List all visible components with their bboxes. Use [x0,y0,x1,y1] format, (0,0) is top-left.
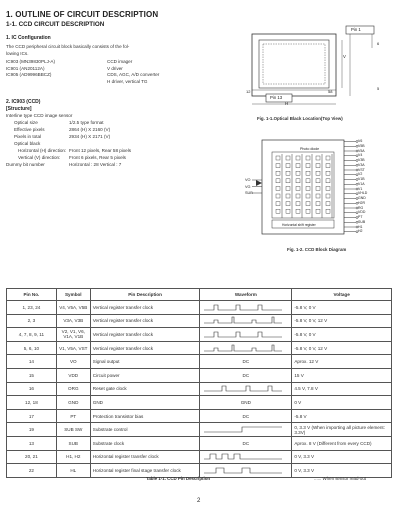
pin-label: V6 [358,139,363,143]
cell-voltage: 0 V [292,396,392,410]
waveform-graphic [202,330,284,339]
cell-voltage: -5.8 V, 0 V [292,301,392,315]
cell-waveform [200,382,292,396]
cell-pin: 4, 7, 8, 9, 11 [7,328,57,342]
cell-voltage: Aprox. 12 V [292,355,392,369]
fig1-5-label: 5 [377,86,380,91]
cell-voltage: 0 V, 3.3 V [292,464,392,478]
photo-diode-cell [326,156,330,160]
waveform-graphic [202,384,284,393]
cell-symbol: SUB [56,436,90,450]
photo-diode-cell [276,156,280,160]
cell-voltage: 15 V [292,368,392,382]
table-note: ...... When sensor read-out [314,476,366,481]
col-header-waveform: Waveform [200,289,292,301]
pin-label: V1A [358,181,365,186]
pin-label: H2 [358,229,363,234]
photo-diode-cell [286,179,290,183]
photo-diode-cell [316,156,320,160]
optical-black-diagram [240,24,390,112]
cell-pin: 17 [7,409,57,423]
fig1-6-label: 6 [377,41,380,46]
waveform-graphic [202,425,284,434]
fig1-pin1-label: Pin 1 [351,27,361,32]
cell-symbol: SUB SW [56,423,90,437]
photo-diode-cell [326,171,330,175]
cell-waveform [200,341,292,355]
photo-diode-cell [296,209,300,213]
ic903-subheading: [Structure] [6,106,32,112]
cell-description: Circuit power [90,368,200,382]
photo-diode-cell [276,209,280,213]
cell-description: Signal output [90,355,200,369]
photo-diode-cell [306,202,310,206]
cell-description: Protection transistor bias [90,409,200,423]
table-row [7,450,392,464]
photo-diode-cell [316,171,320,175]
fig1-caption: Fig. 1-1.Optical Black Location(Top View) [257,116,343,121]
cell-pin: 22 [7,464,57,478]
col-header-description: Pin Description [90,289,200,301]
photo-diode-label: Photo diode [300,147,320,151]
photo-diode-cell [326,209,330,213]
pin-label: PT [358,215,363,219]
spec-row: Vertical (V) direction: Front 6 pixels, Rear 5 pixels [18,155,126,160]
cell-description: Vertical register transfer clock [90,328,200,342]
pin-label: V4 [358,153,363,158]
cell-voltage: 4.5 V, 7.8 V [292,382,392,396]
cell-description: GND [90,396,200,410]
left-pins [245,177,253,197]
waveform-graphic [202,452,284,461]
cell-symbol: V3A, V3B [56,314,90,328]
ic-config-intro-2: lowing ICs. [6,50,29,56]
cell-pin: 14 [7,355,57,369]
pin-label: V2 [358,172,363,177]
photo-diode-cell [296,171,300,175]
pin-table [6,288,392,478]
photo-diode-cell [286,186,290,190]
photo-diode-cell [306,179,310,183]
cell-waveform [200,450,292,464]
cell-waveform: DC [200,368,292,382]
ic903-type: Interline type CCD image sensor [6,113,73,118]
cell-description: Horizontal register transfer clock [90,450,200,464]
cell-waveform: GND [200,396,292,410]
spec-row: Effective pixels 2864 (H) X 2160 (V) [14,127,111,132]
pin-label: RG [358,205,364,210]
table-caption: Table 1-1. CCD Pin Description [146,476,211,481]
cell-symbol: ORG [56,382,90,396]
photo-diode-cell [276,164,280,168]
cell-waveform [200,301,292,315]
waveform-graphic [202,466,284,475]
cell-symbol: PT [56,409,90,423]
photo-diode-cell [286,194,290,198]
waveform-graphic [202,316,284,325]
cell-waveform [200,464,292,478]
photo-diode-cell [286,202,290,206]
table-row [7,368,392,382]
photo-diode-cell [286,209,290,213]
fig2-caption: Fig. 1-2. CCD Block Diagram [287,247,347,252]
cell-description: Reset gate clock [90,382,200,396]
photo-diode-cell [276,186,280,190]
cell-description: Horizontal register final stage transfer clock [90,464,200,478]
fig1-pin13-label: Pin 13 [270,95,283,100]
photo-diode-cell [306,156,310,160]
cell-symbol: V1, V5A, VST [56,341,90,355]
section-subtitle: 1-1. CCD CIRCUIT DESCRIPTION [6,21,105,28]
pin-label: SUB [358,219,366,224]
col-header-symbol: Symbol [56,289,90,301]
photo-diode-cell [316,209,320,213]
cell-symbol: VO [56,355,90,369]
cell-voltage: 0, 3.3 V (When importing all picture element: 3.3V) [292,423,392,437]
cell-description: Vertical register transfer clock [90,314,200,328]
photo-diode-cell [306,186,310,190]
pin-label: VO [245,178,251,182]
cell-pin: 15 [7,368,57,382]
photo-diode-cell [316,179,320,183]
photo-diode-cell [276,194,280,198]
table-row [7,328,392,342]
spec-row: Pixels in total 2934 (H) X 2171 (V) [14,134,111,139]
cell-symbol: V4, V5A, V5B [56,301,90,315]
col-header-voltage: Voltage [292,289,392,301]
cell-voltage: -5.8 V, 0 V, 12 V [292,314,392,328]
cell-symbol: H1, H2 [56,450,90,464]
cell-description: Vertical register transfer clock [90,301,200,315]
spec-row: Dummy bit number Horizontal : 28 Vertical : 7 [6,162,122,167]
photo-diode-cell [286,164,290,168]
table-row [7,355,392,369]
photo-diode-cell [316,164,320,168]
cell-voltage: -5.8 V [292,409,392,423]
pin-label: VST [358,167,365,172]
table-row [7,436,392,450]
page-title: 1. OUTLINE OF CIRCUIT DESCRIPTION [6,10,159,19]
cell-voltage: -5.8 V, 0 V, 12 V [292,341,392,355]
cell-symbol: VDD [56,368,90,382]
cell-waveform: DC [200,355,292,369]
pin-label: H1 [358,224,363,229]
photo-diode-cell [296,186,300,190]
table-row [7,314,392,328]
pin-label: V5A [358,148,365,153]
cell-symbol: V2, V1, V6, V1A, V1B [56,328,90,342]
photo-diode-cell [296,164,300,168]
table-row [7,409,392,423]
cell-pin: 20, 21 [7,450,57,464]
pin-label: V3B [358,158,365,162]
photo-diode-cell [296,156,300,160]
ic-item-1: IC903 (MN39830PLJ-A) CCD imager [6,59,133,64]
cell-pin: 16 [7,382,57,396]
cell-pin: 1, 23, 24 [7,301,57,315]
photo-diode-cell [286,156,290,160]
ic-item-2: IC901 (AN20112A) V driver [6,65,123,71]
page-number: 2 [197,498,201,504]
cell-pin: 12, 18 [7,396,57,410]
photo-diode-cell [316,202,320,206]
pin-label: V5B [358,143,365,148]
photo-diode-cell [276,202,280,206]
waveform-graphic [202,344,284,353]
photo-diode-cell [326,202,330,206]
photo-diode-cell [296,194,300,198]
spec-row: Optical size 1/2.5 type format [14,120,104,125]
photo-diode-cell [276,179,280,183]
photo-diode-cell [276,171,280,175]
cell-pin: 19 [7,423,57,437]
ic-item-3: IC905 (AD9996BBCZ) CDS, AGC, A/D converter [6,72,160,78]
pin-label: V1 [358,186,363,191]
cell-description: Vertical register transfer clock [90,341,200,355]
pin-label: VDD [358,210,366,215]
photo-diode-cell [306,164,310,168]
fig1-12-label: 12 [246,89,251,94]
spec-row: Horizontal (H) direction: Front 12 pixels, Rear 58 pixels [18,148,132,153]
ic-config-heading: 1. IC Configuration [6,35,51,41]
cell-waveform: DC [200,409,292,423]
photo-diode-cell [326,186,330,190]
photo-diode-cell [326,164,330,168]
cell-waveform [200,328,292,342]
waveform-graphic [202,303,284,312]
cell-pin: 5, 6, 10 [7,341,57,355]
cell-voltage: Aprox. 8 V (Different from every CCD) [292,436,392,450]
photo-diode-cell [326,179,330,183]
ic903-heading: 2. IC903 (CCD) [6,99,41,105]
table-row [7,341,392,355]
fig1-v-label: V [343,54,346,59]
cell-waveform [200,314,292,328]
table-header-row [7,289,392,301]
cell-voltage: 0 V, 3.3 V [292,450,392,464]
pin-label: SUB [245,191,253,195]
photo-diode-cell [316,194,320,198]
cell-waveform: DC [200,436,292,450]
table-row [7,423,392,437]
fig1-58-label: 58 [328,89,333,94]
cell-description: Substrate control [90,423,200,437]
table-row [7,382,392,396]
spec-row: Optical black [14,141,41,146]
pin-label: VG [245,184,251,189]
pin-label: VHLD [358,191,368,196]
photo-diode-cell [316,186,320,190]
right-pins [358,139,367,234]
shift-register-label: Horizontal shift register [282,223,316,227]
pin-label: H2R [358,200,366,205]
photo-diode-cell [306,209,310,213]
cell-pin: 2, 3 [7,314,57,328]
fig1-h-label: H [285,101,289,106]
cell-symbol: GND [56,396,90,410]
cell-pin: 13 [7,436,57,450]
cell-waveform [200,423,292,437]
photo-diode-cell [296,179,300,183]
table-row [7,396,392,410]
cell-description: Substrate clock [90,436,200,450]
ic-config-intro-1: The CCD peripheral circuit block basically consists of the fol- [6,44,130,49]
photo-diode-cell [306,194,310,198]
table-row [7,301,392,315]
photo-diode-cell [326,194,330,198]
photo-diode-cell [296,202,300,206]
cell-symbol: HL [56,464,90,478]
pin-label: V3A [358,162,365,167]
photo-diode-cell [286,171,290,175]
pin-label: GND [358,196,366,200]
col-header-pin: Pin No. [7,289,57,301]
cell-voltage: -5.8 V, 0 V [292,328,392,342]
photo-diode-cell [306,171,310,175]
pin-label: V1B [358,177,365,181]
